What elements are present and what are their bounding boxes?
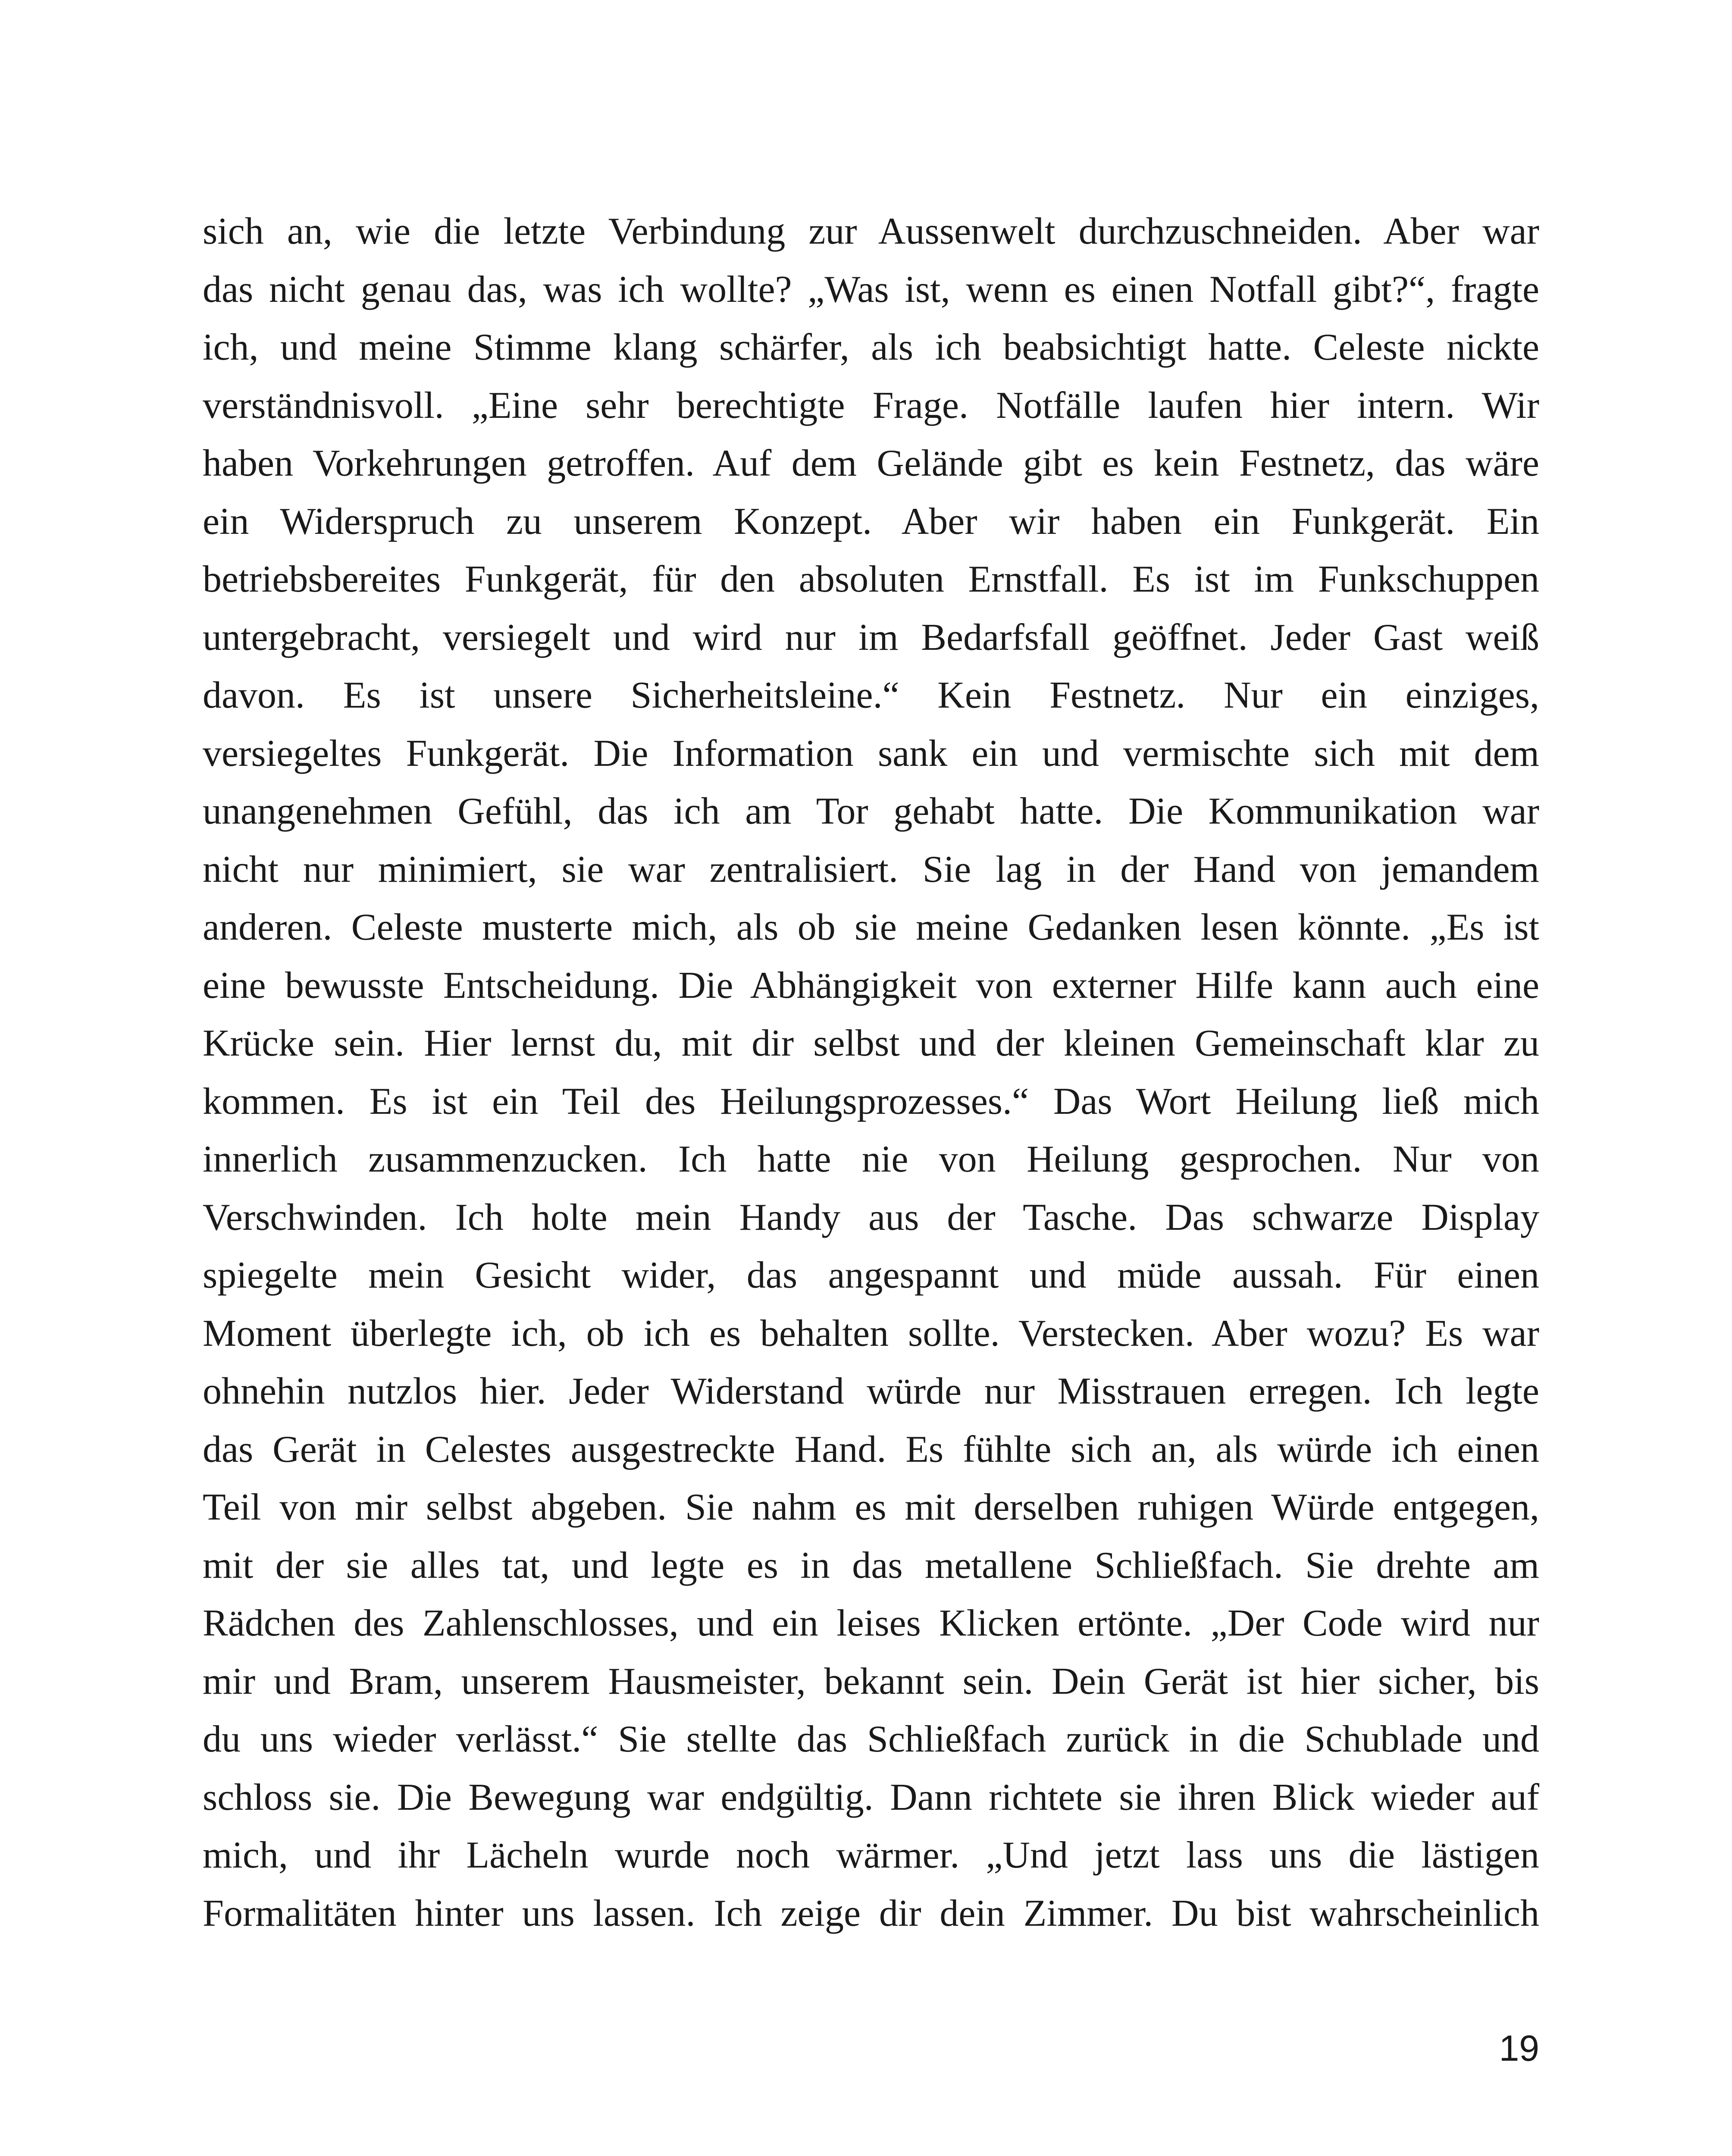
text-line: haben Vorkehrungen getroffen. Auf dem Gelände gibt es kein Festnetz, das wäre: [203, 442, 1539, 484]
text-line: ohnehin nutzlos hier. Jeder Widerstand würde nur Misstrauen erregen. Ich legte: [203, 1370, 1539, 1412]
text-line: spiegelte mein Gesicht wider, das angespannt und müde aussah. Für einen: [203, 1254, 1539, 1296]
text-line: Krücke sein. Hier lernst du, mit dir selbst und der kleinen Gemeinschaft klar zu: [203, 1022, 1539, 1064]
text-line: sich an, wie die letzte Verbindung zur Aussenwelt durchzuschneiden. Aber war: [203, 210, 1539, 252]
text-line: Rädchen des Zahlenschlosses, und ein leises Klicken ertönte. „Der Code wird nur: [203, 1602, 1539, 1644]
text-line: Teil von mir selbst abgeben. Sie nahm es mit derselben ruhigen Würde entgegen,: [203, 1486, 1539, 1528]
body-text: [203, 203, 1539, 1943]
text-line: nicht nur minimiert, sie war zentralisiert. Sie lag in der Hand von jemandem: [203, 848, 1539, 890]
text-line: kommen. Es ist ein Teil des Heilungsprozesses.“ Das Wort Heilung ließ mich: [203, 1080, 1539, 1122]
text-line: mir und Bram, unserem Hausmeister, bekannt sein. Dein Gerät ist hier sicher, bis: [203, 1660, 1539, 1702]
text-line: mit der sie alles tat, und legte es in das metallene Schließfach. Sie drehte am: [203, 1544, 1539, 1586]
text-line: versiegeltes Funkgerät. Die Information sank ein und vermischte sich mit dem: [203, 732, 1539, 774]
page-number: 19: [1499, 2028, 1539, 2068]
text-line: schloss sie. Die Bewegung war endgültig. Dann richtete sie ihren Blick wieder auf: [203, 1776, 1539, 1818]
text-line: unangenehmen Gefühl, das ich am Tor gehabt hatte. Die Kommunikation war: [203, 790, 1539, 832]
text-line: untergebracht, versiegelt und wird nur im Bedarfsfall geöffnet. Jeder Gast weiß: [203, 616, 1539, 658]
text-line: Moment überlegte ich, ob ich es behalten sollte. Verstecken. Aber wozu? Es war: [203, 1312, 1539, 1354]
text-line: eine bewusste Entscheidung. Die Abhängigkeit von externer Hilfe kann auch eine: [203, 964, 1539, 1006]
text-line: verständnisvoll. „Eine sehr berechtigte Frage. Notfälle laufen hier intern. Wir: [203, 384, 1539, 426]
text-line: Verschwinden. Ich holte mein Handy aus der Tasche. Das schwarze Display: [203, 1196, 1539, 1238]
text-line: Formalitäten hinter uns lassen. Ich zeige dir dein Zimmer. Du bist wahrscheinlich: [203, 1892, 1539, 1934]
text-line: du uns wieder verlässt.“ Sie stellte das Schließfach zurück in die Schublade und: [203, 1718, 1539, 1760]
text-line: betriebsbereites Funkgerät, für den absoluten Ernstfall. Es ist im Funkschuppen: [203, 558, 1539, 600]
text-line: mich, und ihr Lächeln wurde noch wärmer. „Und jetzt lass uns die lästigen: [203, 1834, 1539, 1876]
text-line: innerlich zusammenzucken. Ich hatte nie von Heilung gesprochen. Nur von: [203, 1138, 1539, 1180]
text-line: das nicht genau das, was ich wollte? „Was ist, wenn es einen Notfall gibt?“, fragte: [203, 268, 1539, 310]
text-line: ich, und meine Stimme klang schärfer, als ich beabsichtigt hatte. Celeste nickte: [203, 326, 1539, 368]
text-line: das Gerät in Celestes ausgestreckte Hand. Es fühlte sich an, als würde ich einen: [203, 1428, 1539, 1470]
text-line: anderen. Celeste musterte mich, als ob sie meine Gedanken lesen könnte. „Es ist: [203, 906, 1539, 948]
text-line: ein Widerspruch zu unserem Konzept. Aber wir haben ein Funkgerät. Ein: [203, 500, 1539, 542]
text-line: davon. Es ist unsere Sicherheitsleine.“ Kein Festnetz. Nur ein einziges,: [203, 674, 1539, 716]
